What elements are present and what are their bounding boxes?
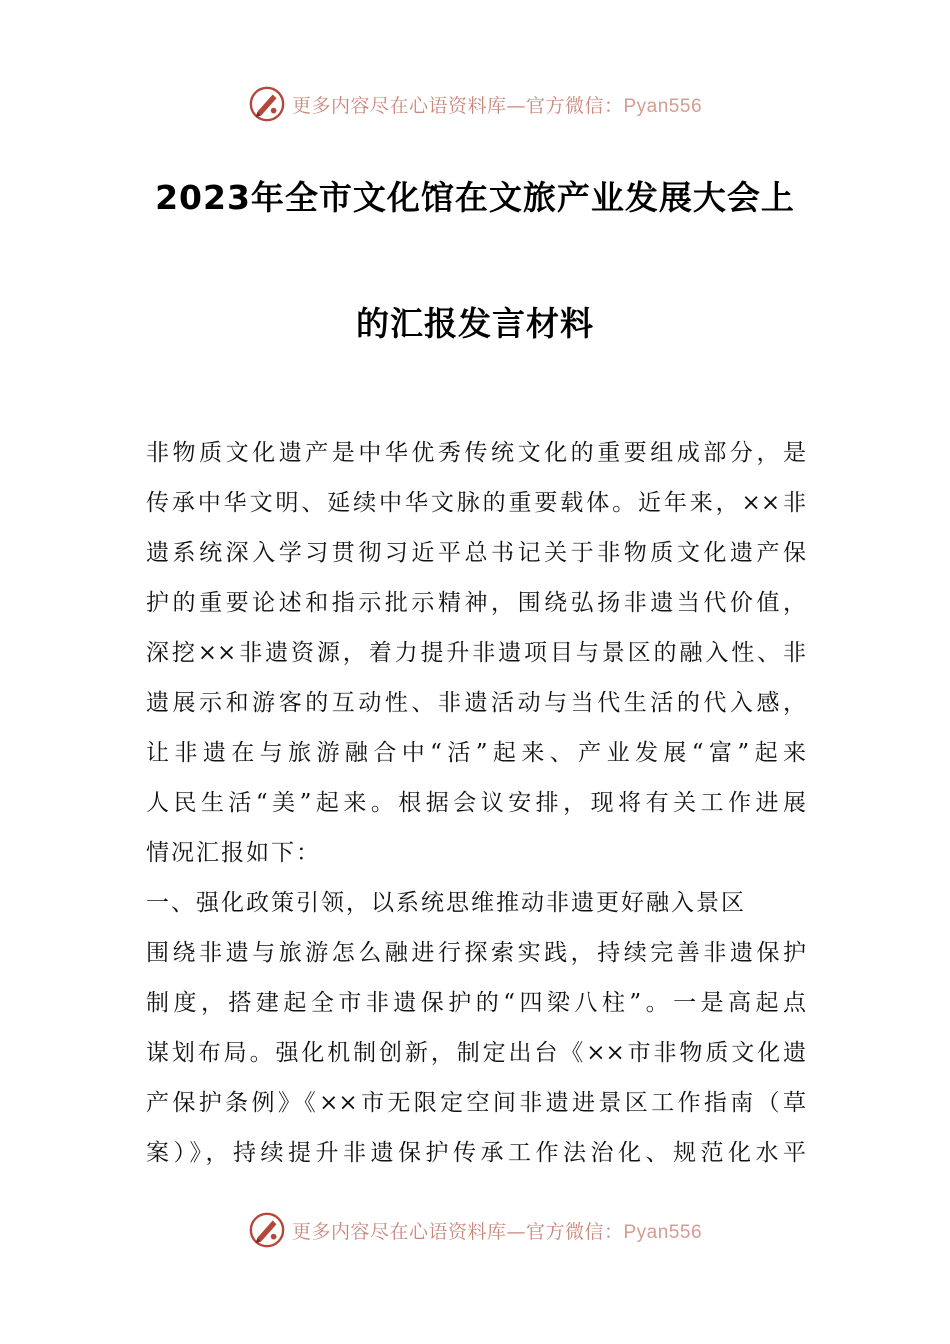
body-line-12: 制度，搭建起全市非遗保护的“四梁八柱”。一是高起点 <box>146 990 806 1016</box>
watermark-wechat-id: Pyan556 <box>623 1221 703 1243</box>
body-line-11: 围绕非遗与旅游怎么融进行探索实践，持续完善非遗保护 <box>146 940 806 966</box>
body-line-13: 谋划布局。强化机制创新，制定出台《××市非物质文化遗 <box>146 1040 806 1066</box>
section-heading-1: 一、强化政策引领，以系统思维推动非遗更好融入景区 <box>146 890 746 916</box>
watermark-text <box>292 91 702 118</box>
watermark-footer <box>0 1208 950 1252</box>
watermark-slogan: 更多内容尽在心语资料库—官方微信： <box>291 94 624 117</box>
body-line-9: 情况汇报如下： <box>146 840 321 866</box>
pen-circle-icon <box>248 1211 286 1249</box>
document-title-line1: 2023年全市文化馆在文旅产业发展大会上 <box>155 178 795 217</box>
body-line-2: 传承中华文明、延续中华文脉的重要载体。近年来，××非 <box>146 490 806 516</box>
body-line-5: 深挖××非遗资源，着力提升非遗项目与景区的融入性、非 <box>146 640 806 666</box>
document-title-line2: 的汇报发言材料 <box>356 304 594 343</box>
watermark-wechat-id: Pyan556 <box>623 95 703 117</box>
body-line-7: 让非遗在与旅游融合中“活”起来、产业发展“富”起来 <box>146 740 806 766</box>
body-line-4: 护的重要论述和指示批示精神，围绕弘扬非遗当代价值， <box>146 590 806 616</box>
watermark-slogan: 更多内容尽在心语资料库—官方微信： <box>291 1220 624 1243</box>
body-line-8: 人民生活“美”起来。根据会议安排，现将有关工作进展 <box>146 790 806 816</box>
body-line-1: 非物质文化遗产是中华优秀传统文化的重要组成部分，是 <box>146 440 806 466</box>
watermark-text <box>292 1217 702 1244</box>
pen-circle-icon <box>248 85 286 123</box>
watermark-header <box>0 82 950 126</box>
document-body <box>146 428 806 1178</box>
body-line-14: 产保护条例》《××市无限定空间非遗进景区工作指南（草 <box>146 1090 806 1116</box>
body-line-3: 遗系统深入学习贯彻习近平总书记关于非物质文化遗产保 <box>146 540 806 566</box>
body-line-6: 遗展示和游客的互动性、非遗活动与当代生活的代入感， <box>146 690 806 716</box>
body-line-15: 案）》，持续提升非遗保护传承工作法治化、规范化水平 <box>146 1140 806 1166</box>
